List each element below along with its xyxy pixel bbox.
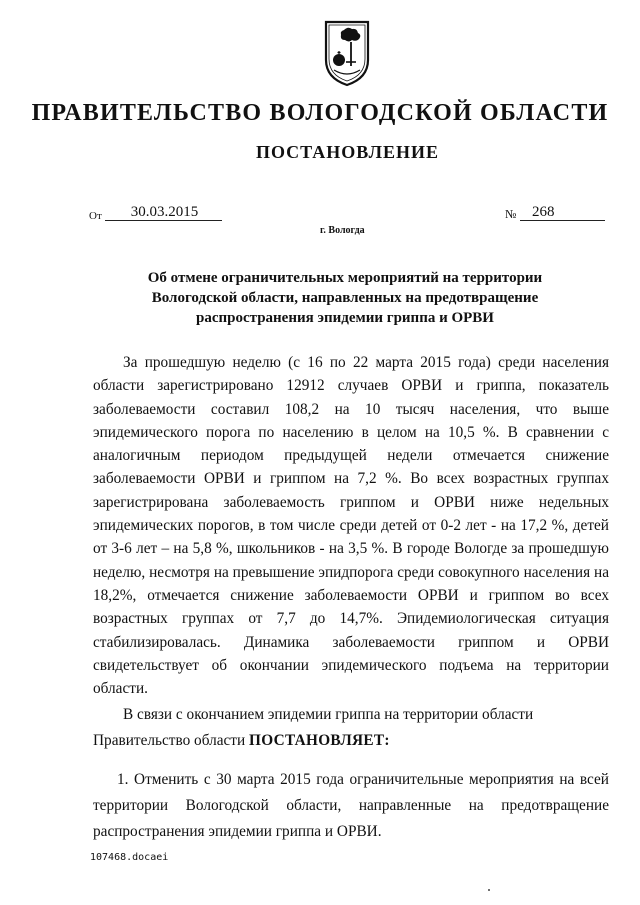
- number-label: №: [505, 207, 517, 221]
- city-name: г. Вологда: [320, 225, 365, 236]
- file-name: 107468.docaei: [90, 852, 169, 863]
- lead-line-1: В связи с окончанием эпидемии гриппа на территории области: [123, 706, 534, 723]
- lead-line-2: [93, 732, 390, 749]
- subject-line-3: распространения эпидемии гриппа и ОРВИ: [196, 310, 494, 326]
- document-subject: [0, 268, 640, 328]
- scan-speck: [488, 889, 490, 891]
- resolution-lead: [93, 702, 613, 754]
- resolves-keyword: ПОСТАНОВЛЯЕТ:: [249, 732, 390, 749]
- subject-line-2: Вологодской области, направленных на предотвращение: [151, 290, 539, 306]
- resolution-item-1: [93, 767, 609, 845]
- lead-line-2-text: Правительство области: [93, 732, 250, 749]
- subject-line-1: Об отмене ограничительных мероприятий на территории: [147, 270, 543, 286]
- item-1-text: 1. Отменить с 30 марта 2015 года ограничительные мероприятия на всей территории Вологодской области, направленные на предотвращение распространения эпидемии гриппа и ОРВИ.: [93, 771, 609, 840]
- document-number: 268: [520, 204, 605, 221]
- document-date: 30.03.2015: [105, 204, 222, 221]
- government-title: ПРАВИТЕЛЬСТВО ВОЛОГОДСКОЙ ОБЛАСТИ: [31, 100, 609, 126]
- body-text: [93, 351, 609, 700]
- from-label: От: [89, 210, 102, 222]
- coat-of-arms-emblem: [322, 18, 372, 88]
- body-paragraph: За прошедшую неделю (с 16 по 22 марта 2015 года) среди населения области зарегистрировано 12912 случаев ОРВИ и гриппа, показатель заболеваемости составил 108,2 на 10 тысяч населения, что выше эпидемического порога по населению в целом на 10,5 %. В сравнении с аналогичным периодом предыдущей недели отмечается снижение заболеваемости ОРВИ и гриппом на 7,2 %. Во всех возрастных группах зарегистрирована заболеваемость гриппом и ОРВИ ниже недельных эпидемических порогов, в том числе среди детей от 0-2 лет - на 17,2 %, детей от 3-6 лет – на 5,8 %, школьников - на 3,5 %. В городе Вологде за прошедшую неделю, несмотря на превышение эпидпорога среди совокупного населения на 18,2%, отмечается снижение заболеваемости ОРВИ и гриппом во всех возрастных группах от 7,7 до 14,7%. Эпидемиологическая ситуация стабилизировалась. Динамика заболеваемости гриппом и ОРВИ свидетельствует об окончании эпидемического подъема на территории области.: [93, 354, 609, 698]
- document-type: ПОСТАНОВЛЕНИЕ: [255, 142, 440, 162]
